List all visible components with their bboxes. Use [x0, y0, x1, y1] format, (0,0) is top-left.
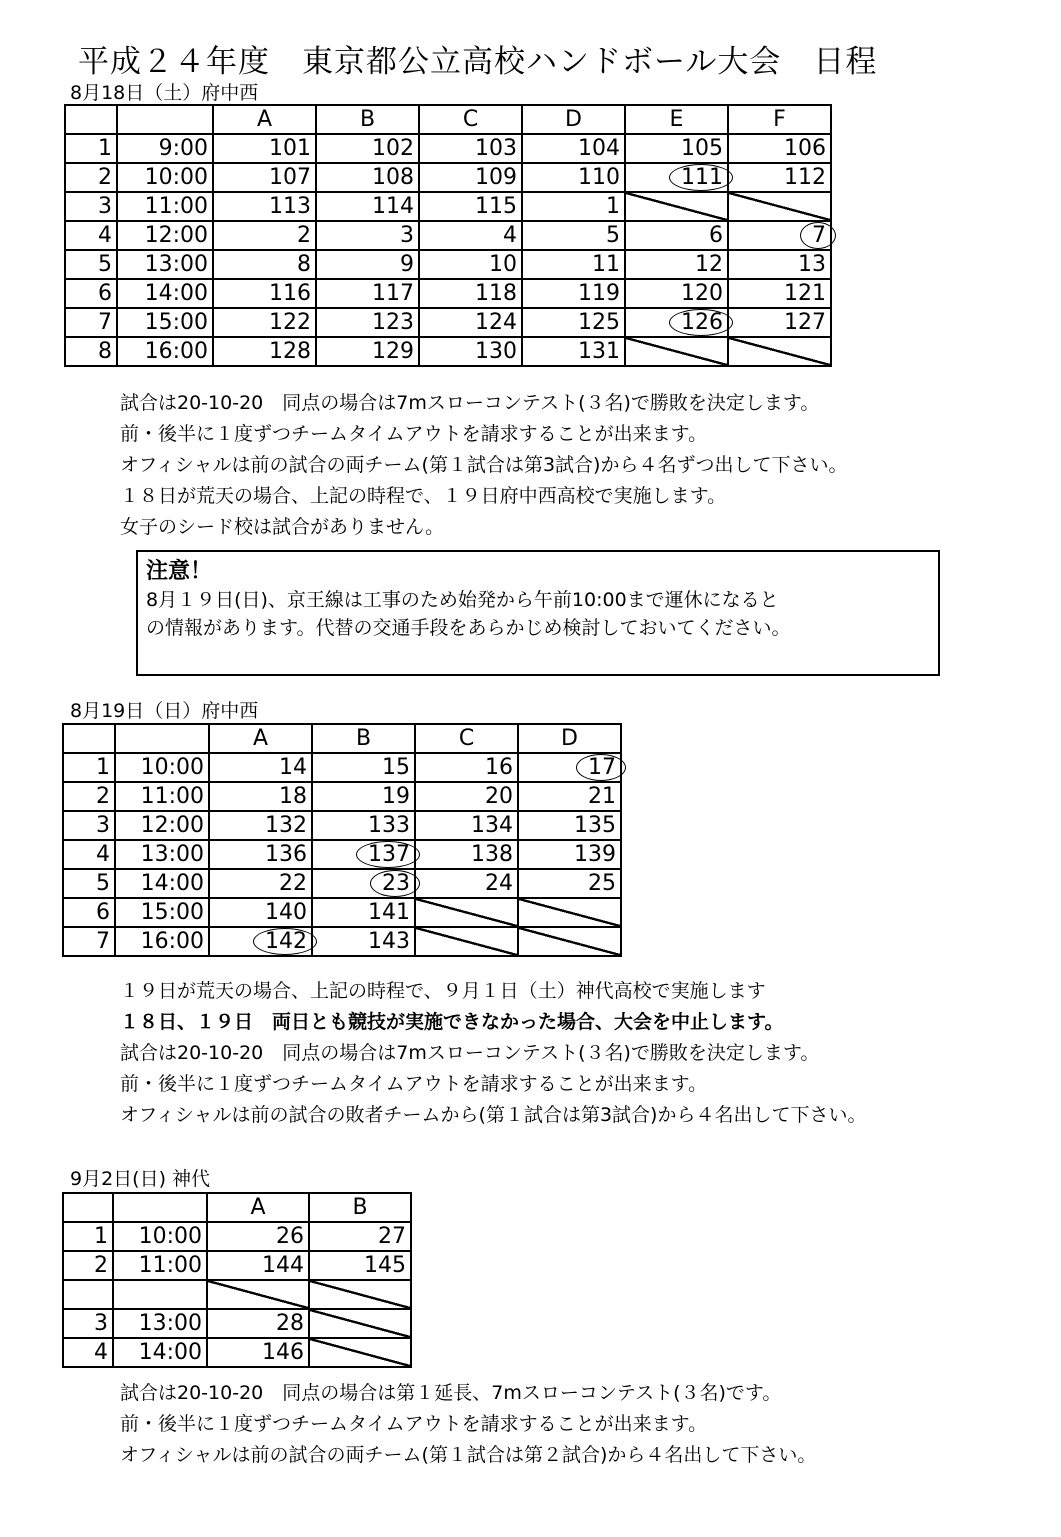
- circled-game-number: 126: [681, 310, 723, 335]
- game-cell: 9: [316, 250, 419, 279]
- game-cell: 110: [522, 163, 625, 192]
- game-cell: [415, 898, 518, 927]
- game-cell: 20: [415, 782, 518, 811]
- table-row: [63, 782, 621, 811]
- time-cell: 14:00: [113, 1338, 207, 1367]
- time-cell: 15:00: [115, 898, 209, 927]
- column-header: D: [522, 105, 625, 134]
- table-row: [65, 279, 831, 308]
- circled-game-number: 17: [588, 755, 616, 780]
- game-cell: [309, 1280, 411, 1309]
- column-header: E: [625, 105, 728, 134]
- game-cell: 15: [312, 753, 415, 782]
- column-header: B: [312, 724, 415, 753]
- game-cell: 4: [419, 221, 522, 250]
- column-header: A: [213, 105, 316, 134]
- game-cell: 114: [316, 192, 419, 221]
- column-header: F: [728, 105, 831, 134]
- game-cell: 8: [213, 250, 316, 279]
- notice-line-2: の情報があります。代替の交通手段をあらかじめ検討しておいてください。: [146, 617, 791, 639]
- time-cell: [113, 1280, 207, 1309]
- day1-schedule-table: [64, 104, 832, 367]
- game-cell: 138: [415, 840, 518, 869]
- game-cell: [312, 869, 415, 898]
- day3-notes: [120, 1378, 816, 1471]
- time-cell: 11:00: [115, 782, 209, 811]
- day2-header-row: [63, 724, 621, 753]
- column-header: C: [419, 105, 522, 134]
- day3-header-row: [63, 1193, 411, 1222]
- day3-note-1: 試合は20-10-20 同点の場合は第１延長、7mスローコンテスト(３名)です。: [120, 1382, 782, 1404]
- game-cell: 131: [522, 337, 625, 366]
- game-cell: 12: [625, 250, 728, 279]
- day1-label: 8月18日（土）府中西: [70, 82, 259, 104]
- game-cell: 124: [419, 308, 522, 337]
- game-cell: 105: [625, 134, 728, 163]
- column-header: C: [415, 724, 518, 753]
- day1-note-2: 前・後半に１度ずつチームタイムアウトを請求することが出来ます。: [120, 423, 708, 445]
- match-number-cell: 5: [63, 869, 115, 898]
- game-cell: 6: [625, 221, 728, 250]
- table-row: [63, 927, 621, 956]
- game-cell: 22: [209, 869, 312, 898]
- game-cell: 11: [522, 250, 625, 279]
- game-cell: [309, 1309, 411, 1338]
- game-cell: 116: [213, 279, 316, 308]
- game-cell: [625, 308, 728, 337]
- day2-notes: [120, 976, 866, 1131]
- match-number-cell: 6: [65, 279, 117, 308]
- game-cell: 136: [209, 840, 312, 869]
- match-number-cell: 5: [65, 250, 117, 279]
- day1-note-3: オフィシャルは前の試合の両チーム(第１試合は第3試合)から４名ずつ出して下さい。: [120, 454, 848, 476]
- game-cell: 18: [209, 782, 312, 811]
- day2-note-1: １９日が荒天の場合、上記の時程で、９月１日（土）神代高校で実施します: [120, 980, 766, 1002]
- column-header: B: [309, 1193, 411, 1222]
- table-row: [63, 753, 621, 782]
- game-cell: 27: [309, 1222, 411, 1251]
- game-cell: [207, 1280, 309, 1309]
- circled-game-number: 23: [382, 871, 410, 896]
- game-cell: [728, 192, 831, 221]
- notice-body: [146, 586, 790, 642]
- time-cell: 13:00: [113, 1309, 207, 1338]
- game-cell: 109: [419, 163, 522, 192]
- time-cell: 11:00: [113, 1251, 207, 1280]
- match-number-cell: 1: [63, 753, 115, 782]
- game-cell: 122: [213, 308, 316, 337]
- column-header: [115, 724, 209, 753]
- game-cell: 134: [415, 811, 518, 840]
- day1-notes: [120, 388, 847, 543]
- game-cell: [728, 221, 831, 250]
- match-number-cell: 6: [63, 898, 115, 927]
- notice-title: 注意！: [146, 559, 213, 584]
- match-number-cell: 7: [65, 308, 117, 337]
- match-number-cell: 3: [63, 811, 115, 840]
- table-row: [63, 1338, 411, 1367]
- day3-schedule-table: [62, 1192, 412, 1368]
- match-number-cell: 2: [63, 782, 115, 811]
- time-cell: 16:00: [117, 337, 213, 366]
- match-number-cell: 3: [65, 192, 117, 221]
- circled-game-number: 142: [265, 929, 307, 954]
- column-header: A: [209, 724, 312, 753]
- game-cell: 103: [419, 134, 522, 163]
- game-cell: [518, 927, 621, 956]
- game-cell: 139: [518, 840, 621, 869]
- day3-note-2: 前・後半に１度ずつチームタイムアウトを請求することが出来ます。: [120, 1413, 708, 1435]
- table-row: [63, 811, 621, 840]
- game-cell: 10: [419, 250, 522, 279]
- game-cell: 119: [522, 279, 625, 308]
- day1-note-5: 女子のシード校は試合がありません。: [120, 516, 445, 538]
- table-row: [63, 869, 621, 898]
- match-number-cell: 1: [65, 134, 117, 163]
- match-number-cell: 4: [63, 840, 115, 869]
- time-cell: 12:00: [117, 221, 213, 250]
- table-row: [63, 1222, 411, 1251]
- game-cell: 120: [625, 279, 728, 308]
- table-row: [65, 308, 831, 337]
- match-number-cell: 2: [65, 163, 117, 192]
- game-cell: 123: [316, 308, 419, 337]
- game-cell: 121: [728, 279, 831, 308]
- circled-game-number: 111: [681, 165, 723, 190]
- column-header: [63, 1193, 113, 1222]
- time-cell: 11:00: [117, 192, 213, 221]
- time-cell: 15:00: [117, 308, 213, 337]
- table-row: [63, 840, 621, 869]
- game-cell: 117: [316, 279, 419, 308]
- game-cell: 14: [209, 753, 312, 782]
- game-cell: [625, 192, 728, 221]
- game-cell: 16: [415, 753, 518, 782]
- game-cell: 21: [518, 782, 621, 811]
- game-cell: 141: [312, 898, 415, 927]
- game-cell: [309, 1338, 411, 1367]
- column-header: [113, 1193, 207, 1222]
- game-cell: 113: [213, 192, 316, 221]
- game-cell: 26: [207, 1222, 309, 1251]
- game-cell: 2: [213, 221, 316, 250]
- game-cell: 28: [207, 1309, 309, 1338]
- game-cell: 125: [522, 308, 625, 337]
- table-row: [63, 1280, 411, 1309]
- table-row: [65, 192, 831, 221]
- time-cell: 13:00: [117, 250, 213, 279]
- day1-header-row: [65, 105, 831, 134]
- game-cell: [518, 898, 621, 927]
- time-cell: 10:00: [113, 1222, 207, 1251]
- game-cell: 129: [316, 337, 419, 366]
- game-cell: [312, 840, 415, 869]
- day2-note-3: 試合は20-10-20 同点の場合は7mスローコンテスト(３名)で勝敗を決定します。: [120, 1042, 820, 1064]
- game-cell: [625, 163, 728, 192]
- game-cell: 108: [316, 163, 419, 192]
- game-cell: 13: [728, 250, 831, 279]
- game-cell: 140: [209, 898, 312, 927]
- column-header: [65, 105, 117, 134]
- table-row: [63, 898, 621, 927]
- time-cell: 16:00: [115, 927, 209, 956]
- game-cell: 24: [415, 869, 518, 898]
- game-cell: 133: [312, 811, 415, 840]
- match-number-cell: 7: [63, 927, 115, 956]
- day2-label: 8月19日（日）府中西: [70, 700, 259, 722]
- day2-schedule-table: [62, 723, 622, 957]
- match-number-cell: 8: [65, 337, 117, 366]
- notice-line-1: 8月１９日(日)、京王線は工事のため始発から午前10:00まで運休になると: [146, 589, 779, 611]
- table-row: [65, 337, 831, 366]
- time-cell: 14:00: [115, 869, 209, 898]
- game-cell: 107: [213, 163, 316, 192]
- game-cell: 118: [419, 279, 522, 308]
- match-number-cell: 3: [63, 1309, 113, 1338]
- game-cell: 132: [209, 811, 312, 840]
- column-header: B: [316, 105, 419, 134]
- table-row: [65, 134, 831, 163]
- game-cell: 130: [419, 337, 522, 366]
- game-cell: [518, 753, 621, 782]
- game-cell: 145: [309, 1251, 411, 1280]
- table-row: [63, 1251, 411, 1280]
- day1-note-1: 試合は20-10-20 同点の場合は7mスローコンテスト(３名)で勝敗を決定します。: [120, 392, 820, 414]
- circled-game-number: 7: [812, 223, 826, 248]
- table-row: [65, 163, 831, 192]
- game-cell: 144: [207, 1251, 309, 1280]
- day2-note-2: １８日、１９日 両日とも競技が実施できなかった場合、大会を中止します。: [120, 1011, 784, 1033]
- match-number-cell: 1: [63, 1222, 113, 1251]
- table-row: [65, 221, 831, 250]
- game-cell: [415, 927, 518, 956]
- game-cell: 5: [522, 221, 625, 250]
- game-cell: [625, 337, 728, 366]
- column-header: A: [207, 1193, 309, 1222]
- match-number-cell: 4: [65, 221, 117, 250]
- time-cell: 14:00: [117, 279, 213, 308]
- game-cell: 112: [728, 163, 831, 192]
- day1-note-4: １８日が荒天の場合、上記の時程で、１９日府中西高校で実施します。: [120, 485, 727, 507]
- match-number-cell: 4: [63, 1338, 113, 1367]
- game-cell: 102: [316, 134, 419, 163]
- game-cell: 127: [728, 308, 831, 337]
- time-cell: 9:00: [117, 134, 213, 163]
- game-cell: [728, 337, 831, 366]
- game-cell: 1: [522, 192, 625, 221]
- day3-label: 9月2日(日) 神代: [70, 1168, 211, 1190]
- game-cell: 25: [518, 869, 621, 898]
- day2-note-4: 前・後半に１度ずつチームタイムアウトを請求することが出来ます。: [120, 1073, 708, 1095]
- game-cell: [209, 927, 312, 956]
- notice-box: [136, 550, 940, 676]
- game-cell: 106: [728, 134, 831, 163]
- game-cell: 135: [518, 811, 621, 840]
- day2-note-5: オフィシャルは前の試合の敗者チームから(第１試合は第3試合)から４名出して下さい。: [120, 1104, 867, 1126]
- column-header: [117, 105, 213, 134]
- table-row: [63, 1309, 411, 1338]
- game-cell: 19: [312, 782, 415, 811]
- game-cell: 146: [207, 1338, 309, 1367]
- time-cell: 10:00: [115, 753, 209, 782]
- table-row: [65, 250, 831, 279]
- day3-note-3: オフィシャルは前の試合の両チーム(第１試合は第２試合)から４名出して下さい。: [120, 1444, 817, 1466]
- game-cell: 3: [316, 221, 419, 250]
- game-cell: 115: [419, 192, 522, 221]
- game-cell: 128: [213, 337, 316, 366]
- column-header: D: [518, 724, 621, 753]
- column-header: [63, 724, 115, 753]
- circled-game-number: 137: [368, 842, 410, 867]
- time-cell: 10:00: [117, 163, 213, 192]
- time-cell: 13:00: [115, 840, 209, 869]
- game-cell: 104: [522, 134, 625, 163]
- match-number-cell: 2: [63, 1251, 113, 1280]
- page-title: 平成２４年度 東京都公立高校ハンドボール大会 日程: [78, 44, 878, 80]
- game-cell: 143: [312, 927, 415, 956]
- match-number-cell: [63, 1280, 113, 1309]
- time-cell: 12:00: [115, 811, 209, 840]
- game-cell: 101: [213, 134, 316, 163]
